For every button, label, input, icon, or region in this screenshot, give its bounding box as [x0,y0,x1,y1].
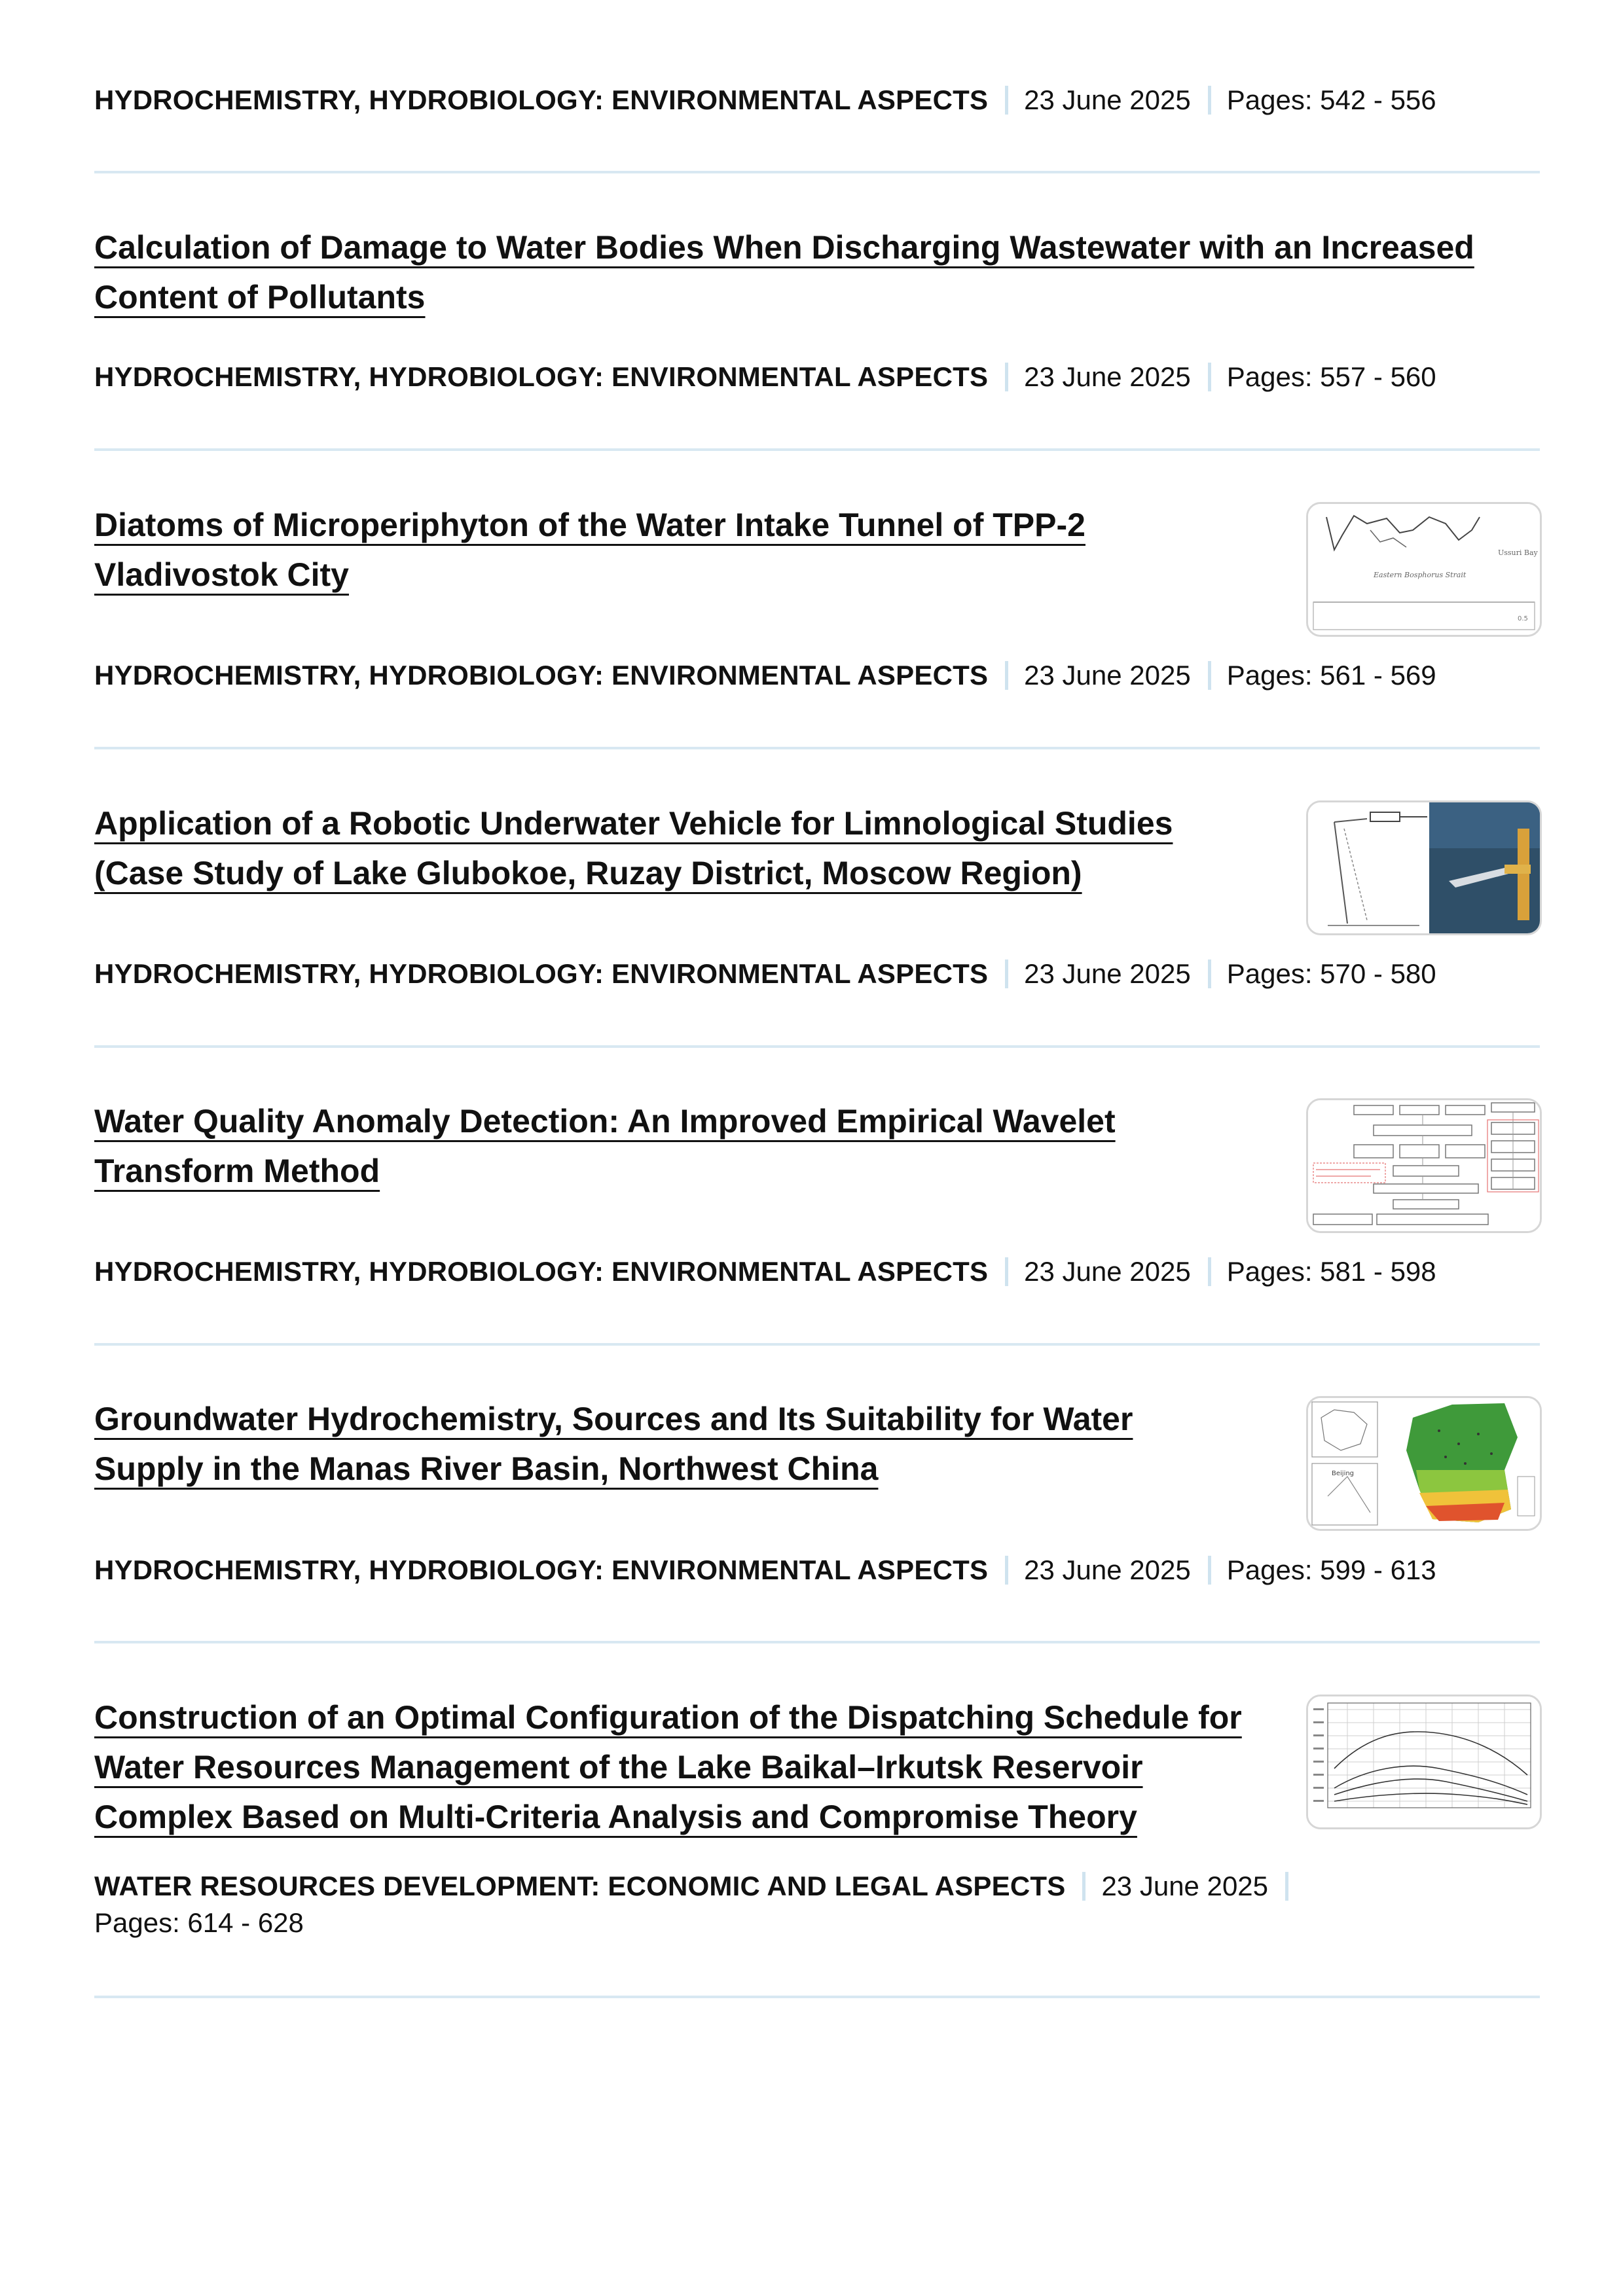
section-label: HYDROCHEMISTRY, HYDROBIOLOGY: ENVIRONMENTAL ASPECTS [94,660,989,691]
publish-date: 23 June 2025 [1024,660,1191,691]
section-label: HYDROCHEMISTRY, HYDROBIOLOGY: ENVIRONMENTAL ASPECTS [94,361,989,392]
article-meta [94,1552,1535,1588]
section-label: HYDROCHEMISTRY, HYDROBIOLOGY: ENVIRONMENTAL ASPECTS [94,1256,989,1287]
meta-separator [1005,1556,1008,1585]
publish-date: 23 June 2025 [1101,1871,1269,1901]
article-title [94,223,1495,322]
section-label: HYDROCHEMISTRY, HYDROBIOLOGY: ENVIRONMENTAL ASPECTS [94,1554,989,1585]
article-title-link[interactable]: Calculation of Damage to Water Bodies When Discharging Wastewater with an Increased Content of Pollutants [94,229,1474,315]
section-label: WATER RESOURCES DEVELOPMENT: ECONOMIC AND LEGAL ASPECTS [94,1871,1066,1901]
map-label: 0.5 [1518,615,1528,622]
flowchart-thumbnail-image [1308,1100,1540,1231]
article-thumbnail[interactable] [1306,1695,1542,1829]
article-thumbnail[interactable] [1306,1098,1542,1233]
page-range: Pages: 570 - 580 [1226,958,1436,989]
meta-separator [1005,960,1008,988]
page-range: Pages: 614 - 628 [94,1907,304,1938]
article-title-link[interactable]: Application of a Robotic Underwater Vehicle for Limnological Studies (Case Study of Lake Glubokoe, Ruzay District, Moscow Region) [94,805,1173,891]
meta-separator [1285,1872,1288,1901]
meta-separator [1005,86,1008,115]
meta-separator [1005,363,1008,391]
page-range: Pages: 581 - 598 [1226,1256,1436,1287]
entry-divider [94,171,1540,173]
vehicle-thumbnail-image [1308,802,1540,933]
map-thumbnail-image [1308,1398,1540,1529]
meta-separator [1005,661,1008,690]
article-meta [94,1253,1535,1290]
entry-divider [94,1045,1540,1048]
article-title-link[interactable]: Construction of an Optimal Configuration of the Dispatching Schedule for Water Resources Management of the Lake Baikal–Irkutsk Reservoir Complex Based on Multi-Criteria Analysis and Compromise Theory [94,1699,1242,1835]
map-thumbnail-image [1308,504,1540,635]
article-meta [94,1868,1443,1941]
entry-divider [94,448,1540,451]
map-label: Ussuri Bay [1498,548,1538,557]
article-title [94,1096,1247,1196]
article-meta [94,82,1535,118]
page-range: Pages: 557 - 560 [1226,361,1436,392]
meta-separator [1005,1257,1008,1286]
meta-separator [1208,363,1211,391]
meta-separator [1208,661,1211,690]
entry-divider [94,1641,1540,1643]
article-thumbnail[interactable] [1306,1396,1542,1531]
publish-date: 23 June 2025 [1024,361,1191,392]
meta-separator [1208,1257,1211,1286]
map-label: Eastern Bosphorus Strait [1374,571,1467,579]
article-meta [94,359,1535,395]
article-title [94,1693,1247,1842]
page-range: Pages: 561 - 569 [1226,660,1436,691]
publish-date: 23 June 2025 [1024,1256,1191,1287]
article-meta [94,657,1535,694]
section-label: HYDROCHEMISTRY, HYDROBIOLOGY: ENVIRONMENTAL ASPECTS [94,84,989,115]
map-label: Beijing [1332,1470,1355,1477]
meta-separator [1208,960,1211,988]
article-title [94,500,1247,600]
entry-divider [94,747,1540,749]
meta-separator [1208,1556,1211,1585]
publish-date: 23 June 2025 [1024,84,1191,115]
article-title-link[interactable]: Groundwater Hydrochemistry, Sources and Its Suitability for Water Supply in the Manas River Basin, Northwest China [94,1401,1133,1487]
article-thumbnail[interactable] [1306,800,1542,935]
chart-thumbnail-image [1308,1696,1540,1827]
page-range: Pages: 599 - 613 [1226,1554,1436,1585]
article-title [94,1394,1247,1494]
article-meta [94,956,1535,992]
publish-date: 23 June 2025 [1024,958,1191,989]
article-title-link[interactable]: Diatoms of Microperiphyton of the Water Intake Tunnel of TPP-2 Vladivostok City [94,507,1085,593]
meta-separator [1082,1872,1085,1901]
meta-separator [1208,86,1211,115]
article-title-link[interactable]: Water Quality Anomaly Detection: An Improved Empirical Wavelet Transform Method [94,1103,1116,1189]
article-title [94,798,1247,898]
page-range: Pages: 542 - 556 [1226,84,1436,115]
entry-divider [94,1343,1540,1346]
entry-divider [94,1996,1540,1998]
section-label: HYDROCHEMISTRY, HYDROBIOLOGY: ENVIRONMENTAL ASPECTS [94,958,989,989]
article-thumbnail[interactable] [1306,502,1542,637]
publish-date: 23 June 2025 [1024,1554,1191,1585]
